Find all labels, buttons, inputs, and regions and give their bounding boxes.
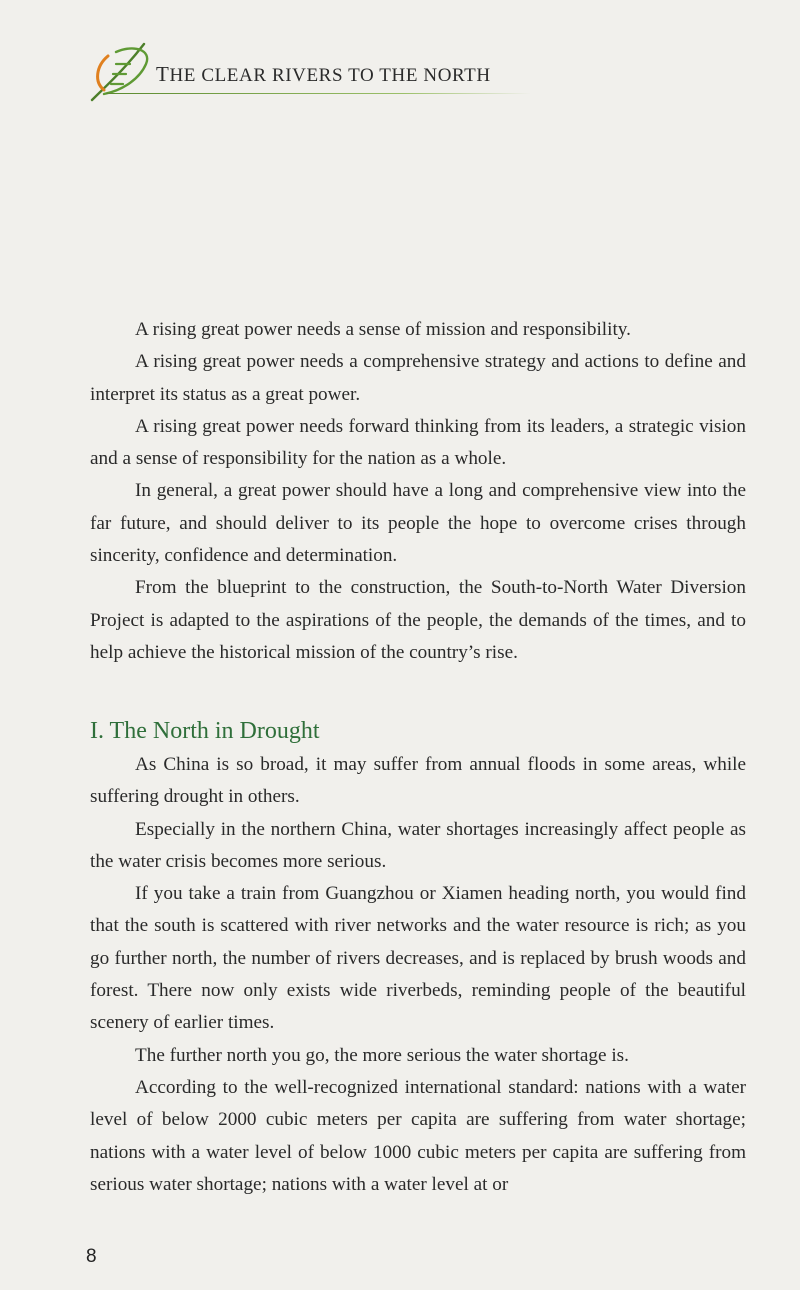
intro-paragraph: A rising great power needs forward thinking from its leaders, a strategic vision and a sense of responsibility for the nation as a whole. [90, 415, 746, 470]
intro-paragraph: In general, a great power should have a long and comprehensive view into the far future, and should deliver to its people the hope to overcome crises through sincerity, confidence and determination. [90, 480, 746, 567]
section-paragraph: According to the well-recognized international standard: nations with a water level of below 2000 cubic meters per capita are suffering from water shortage; nations with a water level of below 1000 cubic meters per capita are suffering from serious water shortage; nations with a water level at or [90, 1076, 746, 1195]
header-rule [106, 93, 531, 94]
section-heading: I. The North in Drought [90, 718, 320, 744]
intro-paragraph: A rising great power needs a sense of mission and responsibility. [135, 319, 631, 340]
running-title [156, 62, 491, 87]
section-paragraph: If you take a train from Guangzhou or Xiamen heading north, you would find that the south is scattered with river networks and the water resource is rich; as you go further north, the number of rivers decreases, and is replaced by brush woods and forest. There now only exists wide riverbeds, reminding people of the beautiful scenery of earlier times. [90, 883, 746, 1034]
running-header [86, 38, 536, 108]
intro-paragraph: A rising great power needs a comprehensive strategy and actions to define and interpret its status as a great power. [90, 351, 746, 405]
intro-text [90, 314, 746, 669]
section-paragraph: As China is so broad, it may suffer from annual floods in some areas, while suffering drought in others. [90, 754, 746, 808]
leaf-e-logo-icon [86, 38, 156, 108]
section-paragraph: The further north you go, the more serious the water shortage is. [135, 1044, 629, 1066]
intro-paragraph: From the blueprint to the construction, the South-to-North Water Diversion Project is adapted to the aspirations of the people, the demands of the times, and to help achieve the historical mission of the country’s rise. [90, 577, 746, 663]
section-north-in-drought [90, 714, 746, 1201]
running-title-initial: T [156, 62, 170, 86]
page-number: 8 [86, 1246, 97, 1267]
running-title-rest: HE CLEAR RIVERS TO THE NORTH [169, 65, 491, 86]
section-paragraph: Especially in the northern China, water shortages increasingly affect people as the water crisis becomes more serious. [90, 818, 746, 872]
